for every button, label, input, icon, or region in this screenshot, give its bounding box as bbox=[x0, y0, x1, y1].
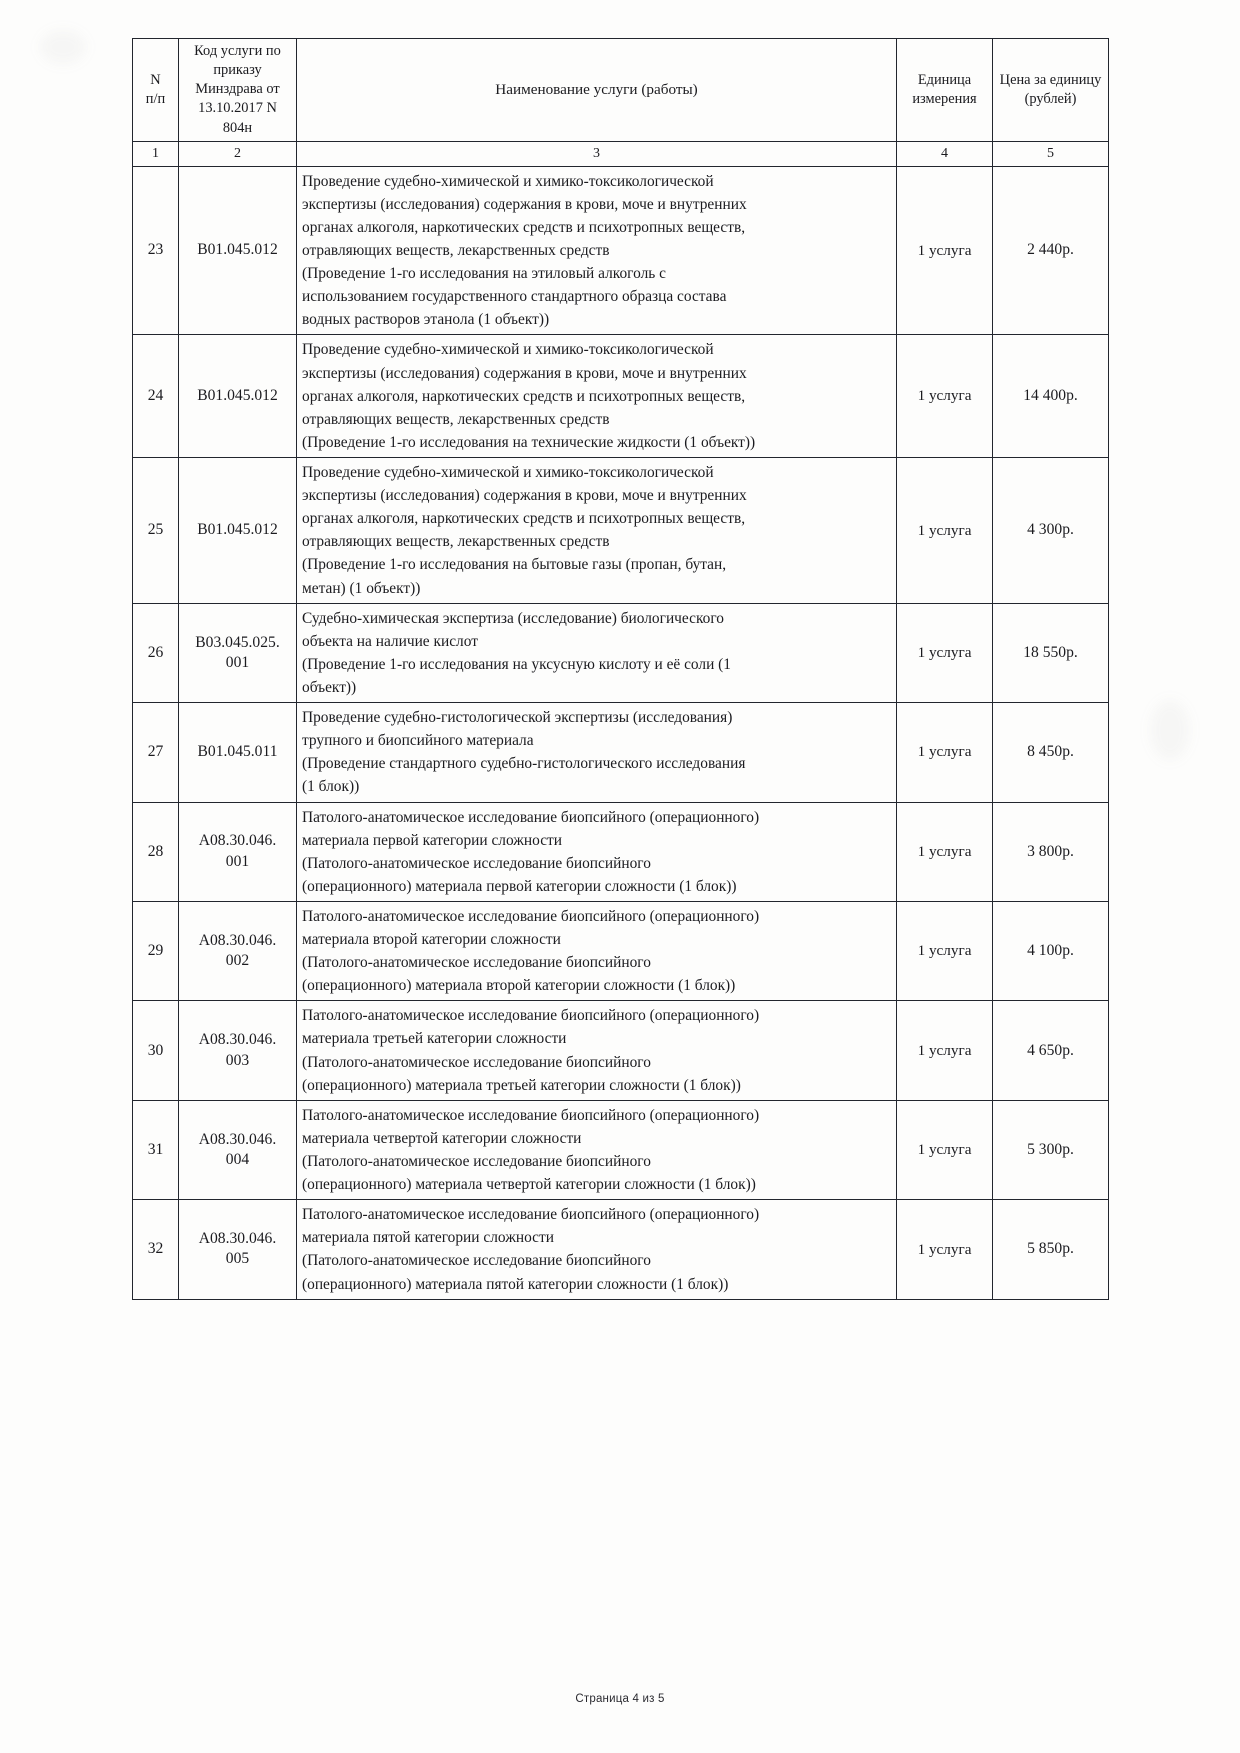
service-code-line: 001 bbox=[225, 852, 250, 870]
service-name-line: органах алкоголя, наркотических средств и психотропных веществ, bbox=[302, 510, 746, 528]
service-name-line: отравляющих веществ, лекарственных средств bbox=[302, 533, 610, 551]
service-code-line: А08.30.046. bbox=[198, 931, 277, 949]
service-name-line: Проведение судебно-химической и химико-токсикологической bbox=[302, 463, 714, 481]
header-price-line1: Цена за единицу bbox=[999, 71, 1102, 88]
table-row bbox=[133, 335, 1109, 458]
service-code-line: 002 bbox=[225, 952, 250, 970]
cell-price: 5 850р. bbox=[993, 1200, 1109, 1299]
service-name-line: водных растворов этанола (1 объект)) bbox=[302, 311, 550, 329]
table-header bbox=[133, 39, 1109, 167]
service-name-line: (Патолого-анатомическое исследование биопсийного bbox=[302, 1153, 651, 1171]
header-cell-price bbox=[993, 39, 1109, 142]
service-code-line: А08.30.046. bbox=[198, 1130, 277, 1148]
header-num-line1: N bbox=[150, 71, 161, 88]
service-name-line: материала второй категории сложности bbox=[302, 931, 561, 949]
service-name-line: Патолого-анатомическое исследование биопсийного (операционного) bbox=[302, 1206, 760, 1224]
column-number-4: 4 bbox=[897, 141, 993, 166]
service-name-line: (операционного) материала третьей категории сложности (1 блок)) bbox=[302, 1076, 741, 1094]
header-num-line2: п/п bbox=[145, 90, 166, 107]
service-name-line: Патолого-анатомическое исследование биопсийного (операционного) bbox=[302, 1007, 760, 1025]
cell-unit-of-measure: 1 услуга bbox=[897, 802, 993, 901]
cell-price: 3 800р. bbox=[993, 802, 1109, 901]
table-row bbox=[133, 1200, 1109, 1299]
service-name-line: объекта на наличие кислот bbox=[302, 632, 478, 650]
cell-service-name bbox=[297, 457, 897, 603]
service-name-line: объект)) bbox=[302, 678, 357, 696]
cell-service-code bbox=[179, 1100, 297, 1199]
service-name-line: материала четвертой категории сложности bbox=[302, 1129, 582, 1147]
service-code-line: А08.30.046. bbox=[198, 1230, 277, 1248]
service-name-line: экспертизы (исследования) содержания в крови, моче и внутренних bbox=[302, 195, 747, 213]
table-row bbox=[133, 1001, 1109, 1100]
service-name-line: (операционного) материала пятой категории сложности (1 блок)) bbox=[302, 1275, 729, 1293]
cell-unit-of-measure: 1 услуга bbox=[897, 1100, 993, 1199]
cell-price: 5 300р. bbox=[993, 1100, 1109, 1199]
header-cell-code bbox=[179, 39, 297, 142]
header-code-line4: 13.10.2017 N bbox=[198, 100, 277, 117]
service-name-line: метан) (1 объект)) bbox=[302, 579, 421, 597]
cell-service-name bbox=[297, 166, 897, 335]
cell-service-name bbox=[297, 335, 897, 458]
cell-unit-of-measure: 1 услуга bbox=[897, 1200, 993, 1299]
table-row bbox=[133, 603, 1109, 702]
cell-row-number: 23 bbox=[133, 166, 179, 335]
header-cell-unit bbox=[897, 39, 993, 142]
cell-service-code: В01.045.012 bbox=[179, 166, 297, 335]
service-code-line: В03.045.025. bbox=[195, 633, 280, 651]
cell-service-code bbox=[179, 603, 297, 702]
service-name-line: Проведение судебно-химической и химико-токсикологической bbox=[302, 172, 714, 190]
service-code-line: А08.30.046. bbox=[198, 832, 277, 850]
cell-price: 4 300р. bbox=[993, 457, 1109, 603]
service-name-line: (1 блок)) bbox=[302, 778, 360, 796]
service-name-line: материала пятой категории сложности bbox=[302, 1229, 554, 1247]
service-name-line: Проведение судебно-гистологической экспертизы (исследования) bbox=[302, 709, 733, 727]
services-price-table bbox=[132, 38, 1109, 1300]
cell-service-code bbox=[179, 802, 297, 901]
cell-price: 18 550р. bbox=[993, 603, 1109, 702]
cell-row-number: 27 bbox=[133, 703, 179, 802]
cell-row-number: 26 bbox=[133, 603, 179, 702]
service-name-line: Проведение судебно-химической и химико-токсикологической bbox=[302, 341, 714, 359]
service-name-line: (Проведение 1-го исследования на технические жидкости (1 объект)) bbox=[302, 433, 756, 451]
service-code-line: 001 bbox=[225, 653, 250, 671]
cell-row-number: 28 bbox=[133, 802, 179, 901]
page-footer: Страница 4 из 5 bbox=[575, 1693, 665, 1705]
price-list-sheet bbox=[132, 38, 1108, 1300]
service-name-line: Патолого-анатомическое исследование биопсийного (операционного) bbox=[302, 907, 760, 925]
cell-service-name bbox=[297, 603, 897, 702]
service-name-line: экспертизы (исследования) содержания в крови, моче и внутренних bbox=[302, 364, 747, 382]
table-row bbox=[133, 457, 1109, 603]
service-name-line: (операционного) материала первой категории сложности (1 блок)) bbox=[302, 877, 737, 895]
service-name-line: органах алкоголя, наркотических средств и психотропных веществ, bbox=[302, 387, 746, 405]
service-name-line: экспертизы (исследования) содержания в крови, моче и внутренних bbox=[302, 487, 747, 505]
cell-unit-of-measure: 1 услуга bbox=[897, 703, 993, 802]
header-code-line5: 804н bbox=[222, 119, 253, 136]
table-body bbox=[133, 166, 1109, 1299]
service-name-line: отравляющих веществ, лекарственных средств bbox=[302, 410, 610, 428]
column-number-3: 3 bbox=[297, 141, 897, 166]
table-row bbox=[133, 901, 1109, 1000]
header-cell-num bbox=[133, 39, 179, 142]
cell-service-name bbox=[297, 1001, 897, 1100]
header-unit-line1: Единица bbox=[917, 71, 972, 88]
service-name-line: использованием государственного стандартного образца состава bbox=[302, 288, 727, 306]
table-row bbox=[133, 802, 1109, 901]
column-number-1: 1 bbox=[133, 141, 179, 166]
service-name-line: органах алкоголя, наркотических средств и психотропных веществ, bbox=[302, 218, 746, 236]
service-name-line: трупного и биопсийного материала bbox=[302, 732, 534, 750]
service-name-line: материала первой категории сложности bbox=[302, 831, 563, 849]
service-name-line: (Проведение 1-го исследования на этиловый алкоголь с bbox=[302, 265, 666, 283]
service-name-line: (Патолого-анатомическое исследование биопсийного bbox=[302, 1053, 651, 1071]
service-name-line: (Патолого-анатомическое исследование биопсийного bbox=[302, 1252, 651, 1270]
cell-row-number: 30 bbox=[133, 1001, 179, 1100]
service-name-line: (Патолого-анатомическое исследование биопсийного bbox=[302, 854, 651, 872]
service-name-line: (Проведение стандартного судебно-гистологического исследования bbox=[302, 755, 746, 773]
header-code-line1: Код услуги по bbox=[194, 43, 281, 59]
cell-unit-of-measure: 1 услуга bbox=[897, 457, 993, 603]
column-number-2: 2 bbox=[179, 141, 297, 166]
cell-price: 2 440р. bbox=[993, 166, 1109, 335]
header-price-line2: (рублей) bbox=[1024, 90, 1077, 107]
cell-unit-of-measure: 1 услуга bbox=[897, 335, 993, 458]
cell-unit-of-measure: 1 услуга bbox=[897, 166, 993, 335]
cell-service-name bbox=[297, 1100, 897, 1199]
cell-service-name bbox=[297, 1200, 897, 1299]
cell-service-code: В01.045.012 bbox=[179, 335, 297, 458]
cell-service-code: В01.045.012 bbox=[179, 457, 297, 603]
service-name-line: материала третьей категории сложности bbox=[302, 1030, 567, 1048]
service-name-line: (Проведение 1-го исследования на бытовые газы (пропан, бутан, bbox=[302, 556, 727, 574]
service-name-line: (операционного) материала четвертой категории сложности (1 блок)) bbox=[302, 1176, 756, 1194]
cell-service-code bbox=[179, 1001, 297, 1100]
cell-service-code bbox=[179, 901, 297, 1000]
column-number-row bbox=[133, 141, 1109, 166]
service-code-line: 004 bbox=[225, 1151, 250, 1169]
service-name-line: (Проведение 1-го исследования на уксусную кислоту и её соли (1 bbox=[302, 655, 731, 673]
service-name-line: Патолого-анатомическое исследование биопсийного (операционного) bbox=[302, 808, 760, 826]
service-name-line: (Патолого-анатомическое исследование биопсийного bbox=[302, 954, 651, 972]
table-row bbox=[133, 703, 1109, 802]
cell-row-number: 31 bbox=[133, 1100, 179, 1199]
cell-price: 8 450р. bbox=[993, 703, 1109, 802]
header-unit-line2: измерения bbox=[912, 90, 977, 107]
cell-service-code bbox=[179, 1200, 297, 1299]
cell-unit-of-measure: 1 услуга bbox=[897, 1001, 993, 1100]
cell-row-number: 25 bbox=[133, 457, 179, 603]
cell-service-name bbox=[297, 901, 897, 1000]
header-cell-name: Наименование услуги (работы) bbox=[297, 39, 897, 142]
table-row bbox=[133, 166, 1109, 335]
cell-unit-of-measure: 1 услуга bbox=[897, 603, 993, 702]
service-name-line: отравляющих веществ, лекарственных средств bbox=[302, 241, 610, 259]
cell-price: 14 400р. bbox=[993, 335, 1109, 458]
header-code-line2: приказу bbox=[213, 62, 262, 79]
cell-row-number: 32 bbox=[133, 1200, 179, 1299]
cell-row-number: 29 bbox=[133, 901, 179, 1000]
cell-unit-of-measure: 1 услуга bbox=[897, 901, 993, 1000]
header-code-line3: Минздрава от bbox=[195, 81, 280, 98]
cell-price: 4 100р. bbox=[993, 901, 1109, 1000]
cell-service-name bbox=[297, 802, 897, 901]
service-name-line: Судебно-химическая экспертиза (исследование) биологического bbox=[302, 609, 724, 627]
table-row bbox=[133, 1100, 1109, 1199]
column-number-5: 5 bbox=[993, 141, 1109, 166]
cell-row-number: 24 bbox=[133, 335, 179, 458]
header-row bbox=[133, 39, 1109, 142]
cell-price: 4 650р. bbox=[993, 1001, 1109, 1100]
cell-service-code: В01.045.011 bbox=[179, 703, 297, 802]
service-code-line: 005 bbox=[225, 1250, 250, 1268]
service-code-line: А08.30.046. bbox=[198, 1031, 277, 1049]
service-name-line: (операционного) материала второй категории сложности (1 блок)) bbox=[302, 977, 736, 995]
service-code-line: 003 bbox=[225, 1051, 250, 1069]
cell-service-name bbox=[297, 703, 897, 802]
service-name-line: Патолого-анатомическое исследование биопсийного (операционного) bbox=[302, 1106, 760, 1124]
